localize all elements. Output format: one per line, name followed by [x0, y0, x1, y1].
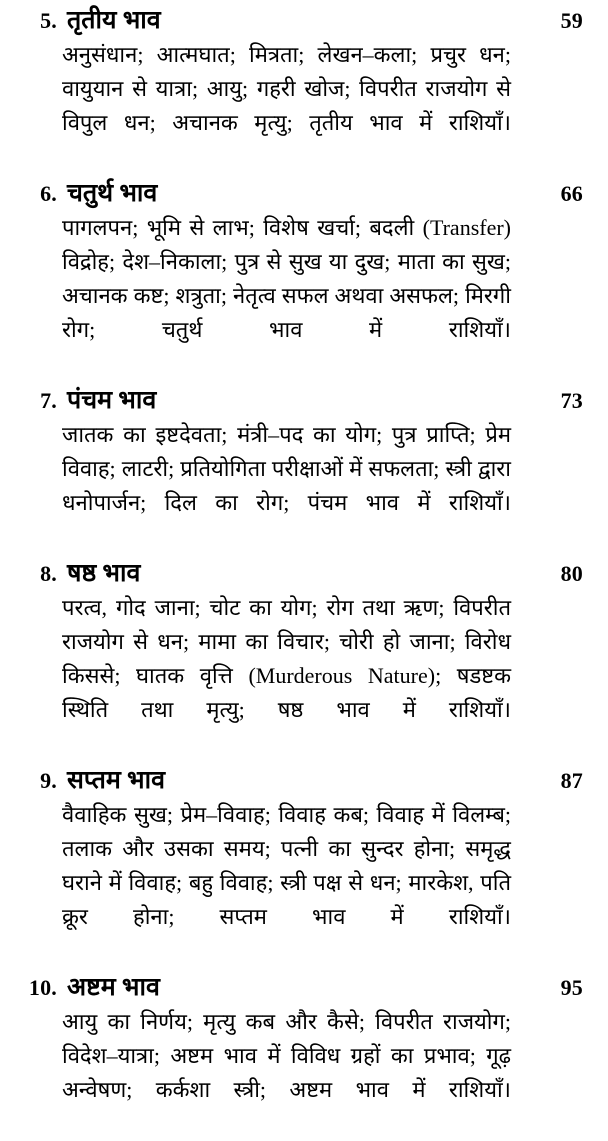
toc-entry-header	[10, 557, 583, 591]
toc-entry-description: वैवाहिक सुख; प्रेम–विवाह; विवाह कब; विवाह में विलम्ब; तलाक और उसका समय; पत्नी का सुन्दर होना; समृद्ध घराने में विवाह; बहु विवाह; स्त्री पक्ष से धन; मारकेश, पति क्रूर होना; सप्तम भाव में राशियाँ।	[62, 802, 511, 929]
toc-entry	[10, 764, 583, 968]
toc-entry-page-number[interactable]: 59	[560, 8, 583, 33]
toc-entry-header	[10, 4, 583, 38]
toc-entry-number: 5.	[40, 8, 57, 33]
toc-entry-page-number[interactable]: 73	[560, 388, 583, 413]
toc-entry-number: 9.	[40, 768, 57, 793]
toc-entry-header	[10, 177, 583, 211]
toc-entry-page-number[interactable]: 80	[560, 561, 583, 586]
toc-entry-title[interactable]: षष्ठ भाव	[67, 560, 141, 587]
toc-entry-title[interactable]: तृतीय भाव	[67, 7, 161, 34]
toc-entry-title[interactable]: अष्टम भाव	[67, 974, 160, 1001]
toc-entry-page-number[interactable]: 66	[560, 181, 583, 206]
toc-entry-header	[10, 764, 583, 798]
toc-entry	[10, 384, 583, 554]
toc-entry-description: अनुसंधान; आत्मघात; मित्रता; लेखन–कला; प्रचुर धन; वायुयान से यात्रा; आयु; गहरी खोज; विपरीत राजयोग से विपुल धन; अचानक मृत्यु; तृतीय भाव में राशियाँ।	[62, 42, 511, 135]
toc-entry-number: 6.	[40, 181, 57, 206]
toc-entry	[10, 557, 583, 761]
toc-entry-number: 8.	[40, 561, 57, 586]
toc-entry-description: आयु का निर्णय; मृत्यु कब और कैसे; विपरीत राजयोग; विदेश–यात्रा; अष्टम भाव में विविध ग्रहों का प्रभाव; गूढ़ अन्वेषण; कर्कशा स्त्री; अष्टम भाव में राशियाँ।	[62, 1009, 511, 1102]
toc-entry	[10, 177, 583, 381]
toc-entry-page-number[interactable]: 87	[560, 768, 583, 793]
toc-entry	[10, 971, 583, 1141]
toc-entry-header	[10, 384, 583, 418]
toc-entry-description: जातक का इष्टदेवता; मंत्री–पद का योग; पुत्र प्राप्ति; प्रेम विवाह; लाटरी; प्रतियोगिता परीक्षाओं में सफलता; स्त्री द्वारा धनोपार्जन; दिल का रोग; पंचम भाव में राशियाँ।	[62, 422, 511, 515]
toc-entry-title[interactable]: पंचम भाव	[67, 387, 157, 414]
toc-entry-title[interactable]: सप्तम भाव	[67, 767, 166, 794]
toc-entry-description: परत्व, गोद जाना; चोट का योग; रोग तथा ऋण; विपरीत राजयोग से धन; मामा का विचार; चोरी हो जाना; विरोध किससे; घातक वृत्ति (Murderous Nature); षडष्टक स्थिति तथा मृत्यु; षष्ठ भाव में राशियाँ।	[62, 595, 511, 722]
toc-entry	[10, 4, 583, 174]
toc-entry-title[interactable]: चतुर्थ भाव	[67, 180, 158, 207]
toc-entry-header	[10, 971, 583, 1005]
toc-entry-description: पागलपन; भूमि से लाभ; विशेष खर्चा; बदली (Transfer) विद्रोह; देश–निकाला; पुत्र से सुख या दुख; माता का सुख; अचानक कष्ट; शत्रुता; नेतृत्व सफल अथवा असफल; मिरगी रोग; चतुर्थ भाव में राशियाँ।	[62, 215, 511, 342]
toc-entry-number: 7.	[40, 388, 57, 413]
toc-entry-number: 10.	[28, 975, 57, 1000]
toc-entry-page-number[interactable]: 95	[560, 975, 583, 1000]
